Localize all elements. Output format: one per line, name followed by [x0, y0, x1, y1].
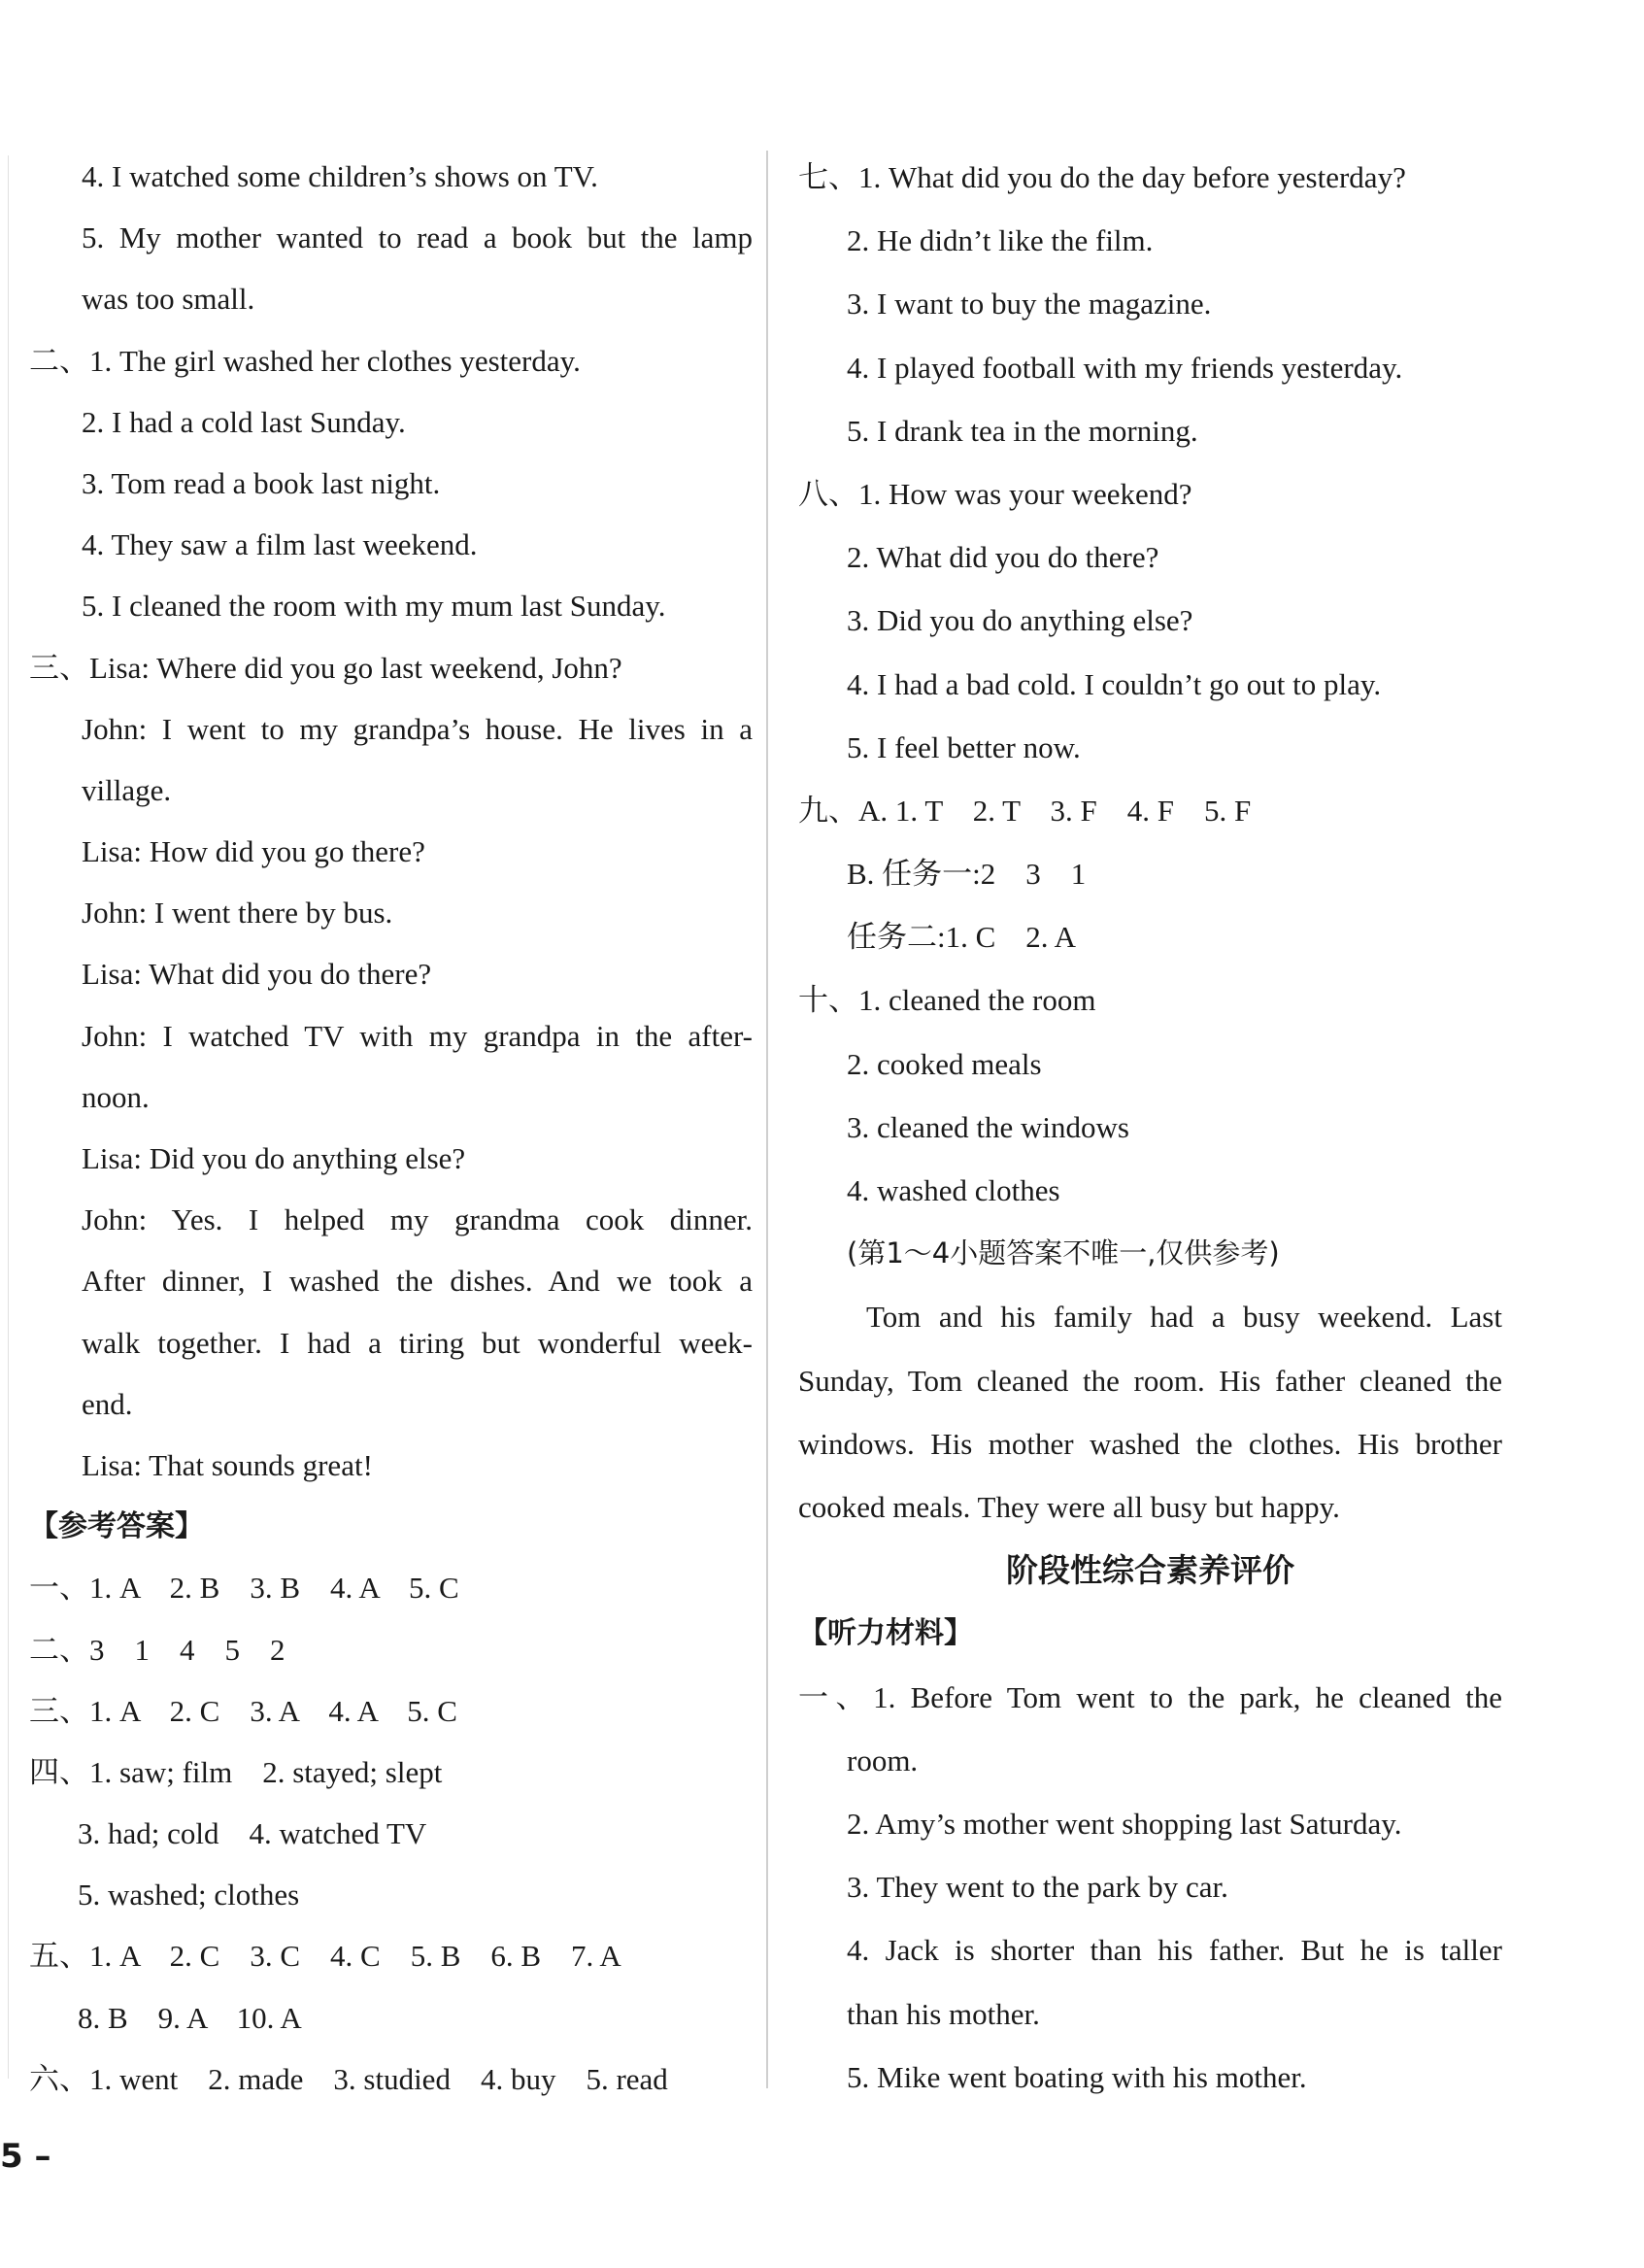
text-line: John: I went there by bus.: [82, 896, 393, 931]
text-line: noon.: [82, 1079, 150, 1114]
section-7-item: 七、1. What did you do the day before yesterday?: [798, 160, 1406, 194]
text-line: walk together. I had a tiring but wonderful week-: [82, 1325, 753, 1360]
text-line: room.: [847, 1743, 919, 1777]
column-divider: [766, 151, 768, 2088]
section-9-item: 九、A. 1. T 2. T 3. F 4. F 5. F: [798, 793, 1252, 828]
answer-line: 四、1. saw; film 2. stayed; slept: [29, 1754, 443, 1789]
right-column: [798, 146, 1502, 2109]
text-line: 2. cooked meals: [847, 1046, 1042, 1081]
text-line: Lisa: What did you do there?: [82, 957, 432, 992]
answer-line: 一、1. A 2. B 3. B 4. A 5. C: [29, 1571, 459, 1606]
text-line: 5. My mother wanted to read a book but the lamp: [82, 220, 753, 255]
section-2-item: 二、1. The girl washed her clothes yesterday.: [29, 343, 581, 378]
text-line: 3. I want to buy the magazine.: [847, 287, 1212, 322]
answer-line: 8. B 9. A 10. A: [78, 2000, 302, 2035]
summary-paragraph: Tom and his family had a busy weekend. Last Sunday, Tom cleaned the room. His father cleaned the windows. His mother washed the clothes. His brother cooked meals. They were all busy but happy.: [798, 1300, 1502, 1524]
answer-line: 六、1. went 2. made 3. studied 4. buy 5. read: [29, 2061, 668, 2096]
text-line: 5. Mike went boating with his mother.: [847, 2059, 1307, 2094]
text-line: 2. I had a cold last Sunday.: [82, 404, 406, 439]
text-line: John: Yes. I helped my grandma cook dinner.: [82, 1202, 753, 1237]
page-number: 5 –: [0, 2137, 51, 2176]
text-line: B. 任务一:2 3 1: [847, 857, 1087, 892]
answer-line: 二、3 1 4 5 2: [29, 1632, 285, 1667]
left-column: [29, 146, 753, 2110]
text-line: village.: [82, 772, 172, 807]
text-line: 2. He didn’t like the film.: [847, 223, 1154, 258]
section-1-item: 一、1. Before Tom went to the park, he cleaned the: [798, 1679, 1502, 1714]
text-line: 4. I played football with my friends yesterday.: [847, 350, 1403, 385]
text-line: Lisa: That sounds great!: [82, 1447, 373, 1482]
text-line: 2. What did you do there?: [847, 540, 1159, 575]
text-line: was too small.: [82, 282, 255, 317]
answer-line: 三、1. A 2. C 3. A 4. A 5. C: [29, 1693, 457, 1728]
text-line: 4. Jack is shorter than his father. But he is taller: [847, 1933, 1502, 1968]
text-line: 5. I drank tea in the morning.: [847, 413, 1198, 448]
section-10-item: 十、1. cleaned the room: [798, 983, 1096, 1018]
text-line: 任务二:1. C 2. A: [847, 920, 1076, 955]
text-line: Lisa: How did you go there?: [82, 834, 425, 869]
left-margin-rule: [8, 155, 9, 2079]
text-line: than his mother.: [847, 1996, 1040, 2031]
text-line: 3. They went to the park by car.: [847, 1870, 1228, 1905]
text-line: John: I watched TV with my grandpa in the after-: [82, 1018, 753, 1053]
text-line: 3. Tom read a book last night.: [82, 465, 441, 500]
note-line: (第1～4小题答案不唯一,仅供参考): [847, 1236, 1280, 1270]
assessment-title: 阶段性综合素养评价: [1006, 1551, 1294, 1590]
text-line: Lisa: Did you do anything else?: [82, 1141, 466, 1175]
text-line: After dinner, I washed the dishes. And we took a: [82, 1264, 753, 1299]
text-line: 4. washed clothes: [847, 1173, 1060, 1207]
section-3-dialogue: 三、Lisa: Where did you go last weekend, John?: [29, 650, 622, 685]
text-line: 4. They saw a film last weekend.: [82, 527, 478, 562]
text-line: John: I went to my grandpa’s house. He lives in a: [82, 711, 753, 746]
listening-material-heading: 【听力材料】: [798, 1616, 973, 1651]
text-line: 4. I had a bad cold. I couldn’t go out to play.: [847, 666, 1382, 701]
answer-line: 3. had; cold 4. watched TV: [78, 1816, 427, 1851]
text-line: 5. I feel better now.: [847, 729, 1081, 764]
answer-line: 5. washed; clothes: [78, 1878, 300, 1913]
answer-key-heading: 【参考答案】: [29, 1509, 204, 1544]
text-line: end.: [82, 1386, 133, 1421]
text-line: 5. I cleaned the room with my mum last Sunday.: [82, 589, 666, 624]
section-8-item: 八、1. How was your weekend?: [798, 476, 1192, 511]
text-line: 3. Did you do anything else?: [847, 603, 1193, 638]
text-line: 2. Amy’s mother went shopping last Saturday.: [847, 1806, 1402, 1841]
text-line: 3. cleaned the windows: [847, 1109, 1129, 1144]
answer-line: 五、1. A 2. C 3. C 4. C 5. B 6. B 7. A: [29, 1939, 621, 1974]
text-line: 4. I watched some children’s shows on TV.: [82, 159, 598, 193]
